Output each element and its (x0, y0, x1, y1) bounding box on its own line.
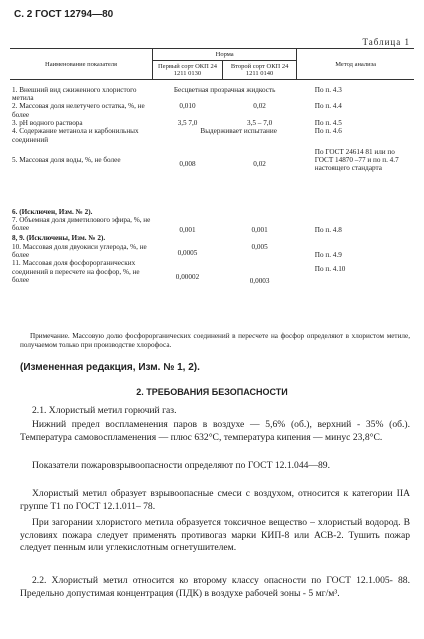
row-value-first: 0,010 (179, 102, 196, 111)
column-header-first-grade: Первый сорт ОКП 24 1211 0130 (153, 61, 223, 80)
row-value-first: 0,00002 (175, 273, 200, 282)
column-header-second-grade: Второй сорт ОКП 24 1211 0140 (222, 61, 296, 80)
table-note: Примечание. Массовую долю фосфорорганических соединений в пересчете на фосфор определяют в хлористом метиле, получаемом только при производстве хлорофоса. (20, 332, 410, 350)
row-value-first: 0,001 (179, 226, 196, 235)
row-name: 11. Массовая доля фосфорорганических соединений в пересчете на фосфор, %, не более (12, 259, 140, 284)
paragraph: 2.2. Хлористый метил относится ко второму классу опасности по ГОСТ 12.1.005- 88. Предельно допустимая концентрация (ПДК) в воздухе рабочей зоны - 5 мг/м³. (20, 575, 410, 599)
row-value-second: 0,005 (251, 242, 268, 251)
row-method: По п. 4.9 (314, 250, 342, 259)
table-row (10, 259, 414, 285)
row-name: 3. pH водного раствора (12, 119, 83, 128)
column-header-method: Метод анализа (297, 49, 414, 80)
table-row (10, 234, 414, 242)
paragraph: Показатели пожаровзрывоопасности определяют по ГОСТ 12.1.044—89. (32, 460, 331, 471)
row-name: 8, 9. (Исключены, Изм. № 2). (12, 234, 106, 243)
row-value-merged: Выдерживает испытание (200, 127, 277, 136)
row-name: 4. Содержание метанола и карбонильных соединений (12, 127, 139, 144)
table-row (10, 86, 414, 103)
paragraph: 2.1. Хлористый метил горючий газ. (32, 405, 177, 416)
page-header: С. 2 ГОСТ 12794—80 (14, 9, 114, 20)
paragraph: Нижний предел воспламенения паров в воздухе — 5,6% (об.), верхний - 35% (об.). Температура самовоспламенения — плюс 632°С, температура кипения — минус 23,8°С. (20, 419, 410, 443)
column-header-norm: Норма (153, 49, 297, 61)
row-value-first: 3,5 7,0 (177, 119, 198, 128)
row-value-second: 0,02 (253, 102, 266, 111)
row-method: По п. 4.6 (314, 127, 342, 136)
row-value-second: 0,001 (251, 226, 268, 235)
row-method: По п. 4.10 (314, 265, 346, 274)
row-name: 2. Массовая доля нелетучего остатка, %, не более (12, 102, 145, 119)
table-label: Таблица 1 (362, 37, 410, 47)
row-method: По п. 4.4 (314, 102, 342, 111)
table-row (10, 144, 414, 200)
row-value-second: 0,0003 (249, 277, 270, 286)
row-method: По п. 4.8 (314, 226, 342, 235)
row-name: 7. Объемная доля диметилового эфира, %, не более (12, 216, 151, 233)
row-method: По ГОСТ 24614 81 или по ГОСТ 14870 –77 и по п. 4.7 настоящего стандарта (314, 147, 399, 173)
row-value-first: 0,008 (179, 159, 196, 168)
row-name: 10. Массовая доля двуокиси углерода, %, не более (12, 242, 147, 260)
row-value-merged: Бесцветная прозрачная жидкость (173, 85, 276, 94)
table-row (10, 127, 414, 144)
table-row (10, 102, 414, 119)
paragraph: При загорании хлористого метила образуется токсичное вещество – хлористый водород. В условиях пожара следует применять противогаз марки КИП-8 или АСВ-2. Тушить пожар следует пенным или углекислотным огнетушителем. (20, 517, 410, 554)
table-row (10, 208, 414, 216)
table-row (10, 243, 414, 260)
row-name: 5. Массовая доля воды, %, не более (12, 155, 121, 164)
row-name: 1. Внешний вид сжиженного хлористого метила (12, 85, 137, 103)
column-header-name: Наименование показателя (10, 49, 153, 80)
row-value-second: 0,02 (253, 159, 266, 168)
row-method: По п. 4.5 (314, 119, 342, 128)
row-name: 6. (Исключен, Изм. № 2). (12, 207, 93, 216)
amendment-note: (Измененная редакция, Изм. № 1, 2). (20, 362, 200, 373)
section-title: 2. ТРЕБОВАНИЯ БЕЗОПАСНОСТИ (136, 387, 288, 397)
row-value-second: 3,5 – 7,0 (247, 119, 273, 128)
table-row (10, 119, 414, 127)
specifications-table (10, 48, 414, 286)
row-value-first: 0,0005 (177, 248, 198, 257)
paragraph: Хлористый метил образует взрывоопасные смеси с воздухом, относится к категории IIА группе Т1 по ГОСТ 12.1.011– 78. (20, 488, 410, 512)
row-method: По п. 4.3 (314, 85, 342, 94)
table-row (10, 216, 414, 234)
